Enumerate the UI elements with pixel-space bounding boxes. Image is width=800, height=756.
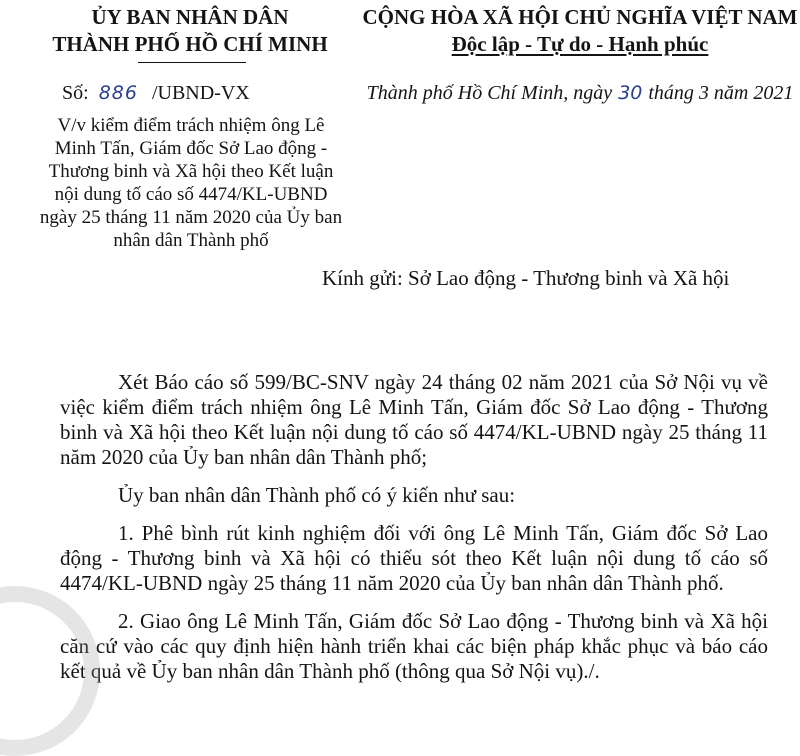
date-suffix: tháng 3 năm 2021 — [648, 82, 794, 104]
so-suffix: /UBND-VX — [151, 82, 250, 104]
date-day-handwritten: 30 — [618, 82, 643, 104]
nation-line-1: CỘNG HÒA XÃ HỘI CHỦ NGHĨA VIỆT NAM — [362, 5, 798, 29]
so-label: Số: — [62, 82, 89, 104]
document-number — [62, 82, 250, 105]
paragraph-3: 1. Phê bình rút kinh nghiệm đối với ông Lê Minh Tấn, Giám đốc Sở Lao động - Thương binh và Xã hội có thiếu sót theo Kết luận nội dung tố cáo số 4474/KL-UBND ngày 25 tháng 11 năm 2020 của Ủy ban nhân dân Thành phố. — [60, 521, 768, 595]
date-prefix: Thành phố Hồ Chí Minh, ngày — [366, 82, 613, 104]
paragraph-2: Ủy ban nhân dân Thành phố có ý kiến như sau: — [118, 483, 516, 507]
recipient-line: Kính gửi: Sở Lao động - Thương binh và Xã hội — [322, 266, 730, 290]
national-motto — [360, 4, 800, 58]
document-subject: V/v kiểm điểm trách nhiệm ông Lê Minh Tấn, Giám đốc Sở Lao động - Thương binh và Xã hội theo Kết luận nội dung tố cáo số 4474/KL-UBND ngày 25 tháng 11 năm 2020 của Ủy ban nhân dân Thành phố — [39, 115, 343, 251]
so-number-handwritten: 886 — [98, 82, 138, 104]
org-line-1: ỦY BAN NHÂN DÂN — [91, 5, 289, 29]
org-divider — [138, 62, 246, 63]
org-line-2: THÀNH PHỐ HỒ CHÍ MINH — [52, 32, 328, 56]
issuing-organization — [30, 4, 350, 58]
document-body — [60, 370, 768, 697]
paragraph-4: 2. Giao ông Lê Minh Tấn, Giám đốc Sở Lao động - Thương binh và Xã hội căn cứ vào các quy định hiện hành triển khai các biện pháp khắc phục và báo cáo kết quả về Ủy ban nhân dân Thành phố (thông qua Sở Nội vụ)./. — [60, 609, 768, 683]
document-date — [360, 82, 800, 105]
paragraph-1: Xét Báo cáo số 599/BC-SNV ngày 24 tháng 02 năm 2021 của Sở Nội vụ về việc kiểm điểm trách nhiệm ông Lê Minh Tấn, Giám đốc Sở Lao động - Thương binh và Xã hội theo Kết luận nội dung tố cáo số 4474/KL-UBND ngày 25 tháng 11 năm 2020 của Ủy ban nhân dân Thành phố; — [60, 370, 768, 469]
nation-line-2: Độc lập - Tự do - Hạnh phúc — [451, 32, 709, 56]
